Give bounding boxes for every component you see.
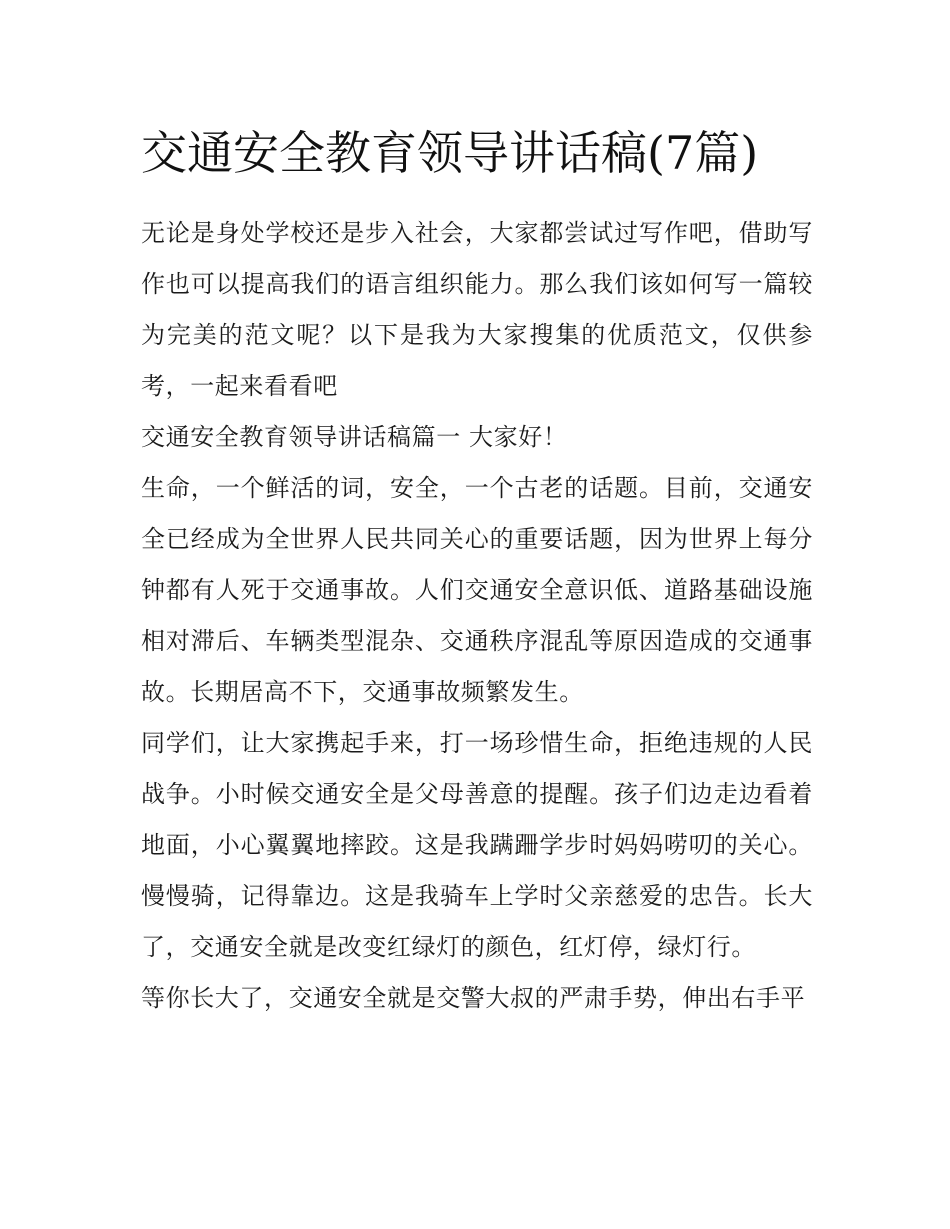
paragraph-body-3: 等你长大了，交通安全就是交警大叔的严肃手势，伸出右手平 — [141, 984, 806, 1012]
document-body — [141, 112, 813, 1024]
paragraph-section-heading: 交通安全教育领导讲话稿篇一 大家好！ — [141, 423, 568, 451]
document-title: 交通安全教育领导讲话稿(7篇) — [141, 126, 759, 180]
paragraph-intro: 无论是身处学校还是步入社会，大家都尝试过写作吧，借助写作也可以提高我们的语言组织能力。那么我们该如何写一篇较为完美的范文呢？以下是我为大家搜集的优质范文，仅供参考，一起来看看吧 — [141, 219, 813, 400]
paragraph-body-2: 同学们，让大家携起手来，打一场珍惜生命，拒绝违规的人民战争。小时候交通安全是父母善意的提醒。孩子们边走边看着地面，小心翼翼地摔跤。这是我蹒跚学步时妈妈唠叨的关心。慢慢骑，记得靠边。这是我骑车上学时父亲慈爱的忠告。长大了，交通安全就是改变红绿灯的颜色，红灯停，绿灯行。 — [141, 729, 813, 961]
paragraph-body-1: 生命，一个鲜活的词，安全，一个古老的话题。目前，交通安全已经成为全世界人民共同关心的重要话题，因为世界上每分钟都有人死于交通事故。人们交通安全意识低、道路基础设施相对滞后、车辆类型混杂、交通秩序混乱等原因造成的交通事故。长期居高不下，交通事故频繁发生。 — [141, 474, 813, 706]
